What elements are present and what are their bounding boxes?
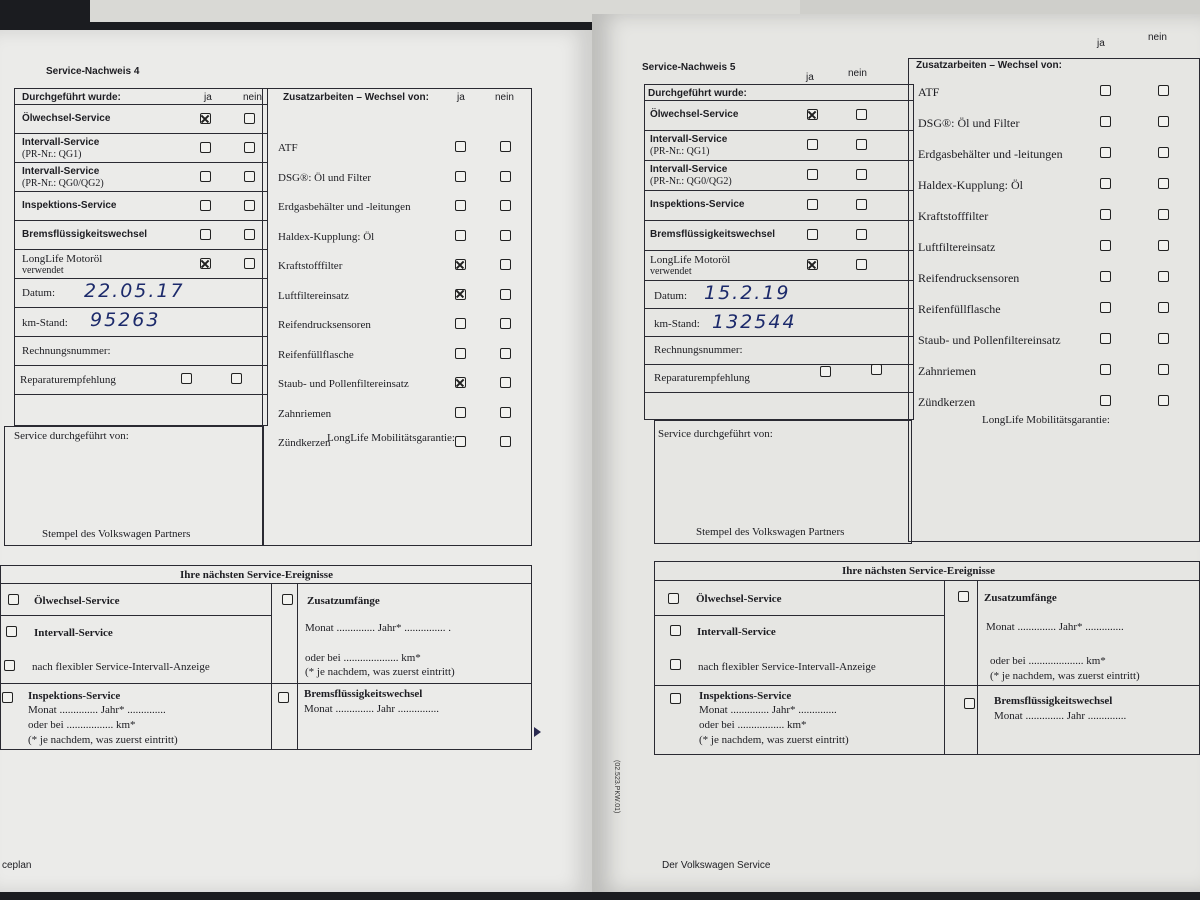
nein-checkbox[interactable] [1158, 395, 1169, 406]
nein-checkbox[interactable] [856, 199, 867, 210]
ja-checkbox[interactable] [200, 258, 211, 269]
ja-checkbox[interactable] [455, 289, 466, 300]
row-label: Bremsflüssigkeitswechsel [650, 229, 776, 240]
next-brems-month: Monat .............. Jahr .............. [994, 710, 1127, 722]
row-label: Inspektions-Service [22, 200, 117, 211]
next-flex-label: nach flexibler Service-Intervall-Anzeige [698, 661, 876, 673]
row-sublabel: (PR-Nr.: QG1) [650, 146, 710, 157]
extra-row-label-haldex-kupplung-l: Haldex-Kupplung: Öl [278, 230, 375, 243]
row-label: Ölwechsel-Service [22, 113, 111, 124]
extra-work-table [262, 88, 532, 546]
next-insp-note: (* je nachdem, was zuerst eintritt) [28, 734, 178, 746]
performed-header: Durchgeführt wurde: [648, 88, 747, 99]
nein-checkbox[interactable] [856, 139, 867, 150]
nein-checkbox[interactable] [244, 142, 255, 153]
ja-checkbox[interactable] [200, 113, 211, 124]
nein-checkbox[interactable] [500, 200, 511, 211]
nein-checkbox[interactable] [244, 229, 255, 240]
date-value: 22.05.17 [84, 280, 185, 302]
row-divider [14, 365, 268, 366]
row-sublabel: verwendet [22, 265, 64, 276]
next-brems-checkbox[interactable] [964, 698, 975, 709]
ja-checkbox[interactable] [1100, 116, 1111, 127]
stamp-label: Stempel des Volkswagen Partners [696, 526, 845, 538]
next-flex-label: nach flexibler Service-Intervall-Anzeige [32, 661, 210, 673]
ja-checkbox[interactable] [807, 199, 818, 210]
row-divider [644, 250, 914, 251]
row-divider [644, 336, 914, 337]
date-label: Datum: [22, 287, 55, 299]
row-label: Bremsflüssigkeitswechsel [22, 229, 148, 240]
invoice-label: Rechnungsnummer: [654, 344, 743, 356]
date-label: Datum: [654, 290, 687, 302]
extra-row-label-dsg-l-und-filter: DSG®: Öl und Filter [918, 116, 1020, 130]
extra-row-label-zahnriemen: Zahnriemen [918, 364, 976, 378]
nein-checkbox[interactable] [244, 258, 255, 269]
nein-checkbox[interactable] [1158, 302, 1169, 313]
ja-checkbox[interactable] [200, 142, 211, 153]
next-insp-checkbox[interactable] [2, 692, 13, 703]
nein-checkbox[interactable] [856, 259, 867, 270]
row-divider [644, 100, 914, 101]
nein-checkbox[interactable] [500, 141, 511, 152]
guarantee-label: LongLife Mobilitätsgarantie: [327, 432, 455, 444]
extra-work-header: Zusatzarbeiten – Wechsel von: [283, 92, 429, 103]
ja-checkbox[interactable] [455, 348, 466, 359]
next-brems-label: Bremsflüssigkeitswechsel [304, 688, 423, 700]
row-divider [644, 392, 914, 393]
km-label: km-Stand: [654, 318, 700, 330]
service-record-page-4 [0, 30, 592, 892]
ja-checkbox[interactable] [807, 169, 818, 180]
ja-checkbox[interactable] [455, 407, 466, 418]
nein-checkbox[interactable] [500, 289, 511, 300]
ja-checkbox[interactable] [807, 139, 818, 150]
ja-checkbox[interactable] [455, 230, 466, 241]
row-label: Intervall-Service [22, 166, 100, 177]
next-oel-label: Ölwechsel-Service [696, 593, 782, 605]
row-divider [14, 191, 268, 192]
page-footer: Der Volkswagen Service [662, 860, 771, 871]
repair-label: Reparaturempfehlung [654, 372, 750, 384]
row-divider [14, 249, 268, 250]
page-title: Service-Nachweis 5 [642, 62, 736, 73]
nein-checkbox[interactable] [500, 436, 511, 447]
extra-row-label-haldex-kupplung-l: Haldex-Kupplung: Öl [918, 178, 1023, 192]
extra-row-label-erdgasbeh-lter-und-leitungen: Erdgasbehälter und -leitungen [278, 201, 411, 213]
extra-row-label-dsg-l-und-filter: DSG®: Öl und Filter [278, 171, 372, 184]
nein-checkbox[interactable] [244, 200, 255, 211]
extra-row-label-kraftstofffilter: Kraftstofffilter [278, 260, 343, 272]
next-oel-label: Ölwechsel-Service [34, 595, 120, 607]
performed-header: Durchgeführt wurde: [22, 92, 121, 103]
nein-checkbox[interactable] [1158, 333, 1169, 344]
next-note: (* je nachdem, was zuerst eintritt) [990, 670, 1140, 682]
next-oel-checkbox[interactable] [8, 594, 19, 605]
next-intervall-checkbox[interactable] [670, 625, 681, 636]
next-insp-km: oder bei ................. km* [699, 719, 807, 731]
nein-checkbox[interactable] [1158, 116, 1169, 127]
extra-row-label-staub-und-pollenfiltereinsatz: Staub- und Pollenfiltereinsatz [278, 378, 409, 390]
row-divider [14, 336, 268, 337]
ja-checkbox[interactable] [1100, 178, 1111, 189]
ja-checkbox[interactable] [455, 377, 466, 388]
ja-checkbox[interactable] [807, 259, 818, 270]
form-code: (02.523.PKW.01) [613, 760, 620, 814]
ja-checkbox[interactable] [455, 436, 466, 447]
next-events-title: Ihre nächsten Service-Ereignisse [180, 569, 333, 581]
row-sublabel: (PR-Nr.: QG0/QG2) [650, 176, 732, 187]
extra-row-label-z-ndkerzen: Zündkerzen [278, 437, 331, 449]
ja-checkbox[interactable] [1100, 364, 1111, 375]
row-sublabel: (PR-Nr.: QG1) [22, 149, 82, 160]
extra-row-label-z-ndkerzen: Zündkerzen [918, 395, 976, 409]
col-nein: nein [848, 68, 867, 79]
nein-checkbox[interactable] [856, 109, 867, 120]
extra-row-label-reifenf-llflasche: Reifenfüllflasche [918, 302, 1001, 316]
next-insp-note: (* je nachdem, was zuerst eintritt) [699, 734, 849, 746]
nein-checkbox[interactable] [500, 318, 511, 329]
next-brems-label: Bremsflüssigkeitswechsel [994, 695, 1113, 707]
row-sublabel: verwendet [650, 266, 692, 277]
col-nein: nein [243, 92, 262, 103]
ja-checkbox[interactable] [1100, 271, 1111, 282]
col-nein: nein [495, 92, 514, 103]
row-divider [14, 220, 268, 221]
ja-checkbox[interactable] [455, 200, 466, 211]
next-intervall-label: Intervall-Service [34, 627, 113, 639]
page-title: Service-Nachweis 4 [46, 66, 140, 77]
nein-checkbox[interactable] [856, 169, 867, 180]
row-divider [644, 308, 914, 309]
ja-checkbox[interactable] [807, 229, 818, 240]
row-label: Intervall-Service [650, 164, 728, 175]
extra-row-label-reifendrucksensoren: Reifendrucksensoren [278, 319, 371, 331]
ja-checkbox[interactable] [200, 229, 211, 240]
extra-row-label-zahnriemen: Zahnriemen [278, 407, 332, 420]
ja-checkbox[interactable] [1100, 85, 1111, 96]
row-divider [644, 130, 914, 131]
nein-checkbox[interactable] [244, 171, 255, 182]
stamp-label: Stempel des Volkswagen Partners [42, 528, 191, 540]
next-flex-checkbox[interactable] [4, 660, 15, 671]
next-brems-month: Monat .............. Jahr ............... [304, 703, 440, 715]
next-insp-km: oder bei ................. km* [28, 719, 136, 731]
next-month-year: Monat .............. Jahr* .............. [986, 621, 1124, 633]
row-divider [14, 133, 268, 134]
repair-nein-checkbox[interactable] [231, 373, 242, 384]
next-insp-month: Monat .............. Jahr* .............. [28, 704, 166, 716]
ja-checkbox[interactable] [200, 171, 211, 182]
ja-checkbox[interactable] [1100, 240, 1111, 251]
extra-row-label-atf: ATF [278, 142, 298, 154]
nein-checkbox[interactable] [500, 377, 511, 388]
nein-checkbox[interactable] [500, 259, 511, 270]
extra-work-header: Zusatzarbeiten – Wechsel von: [916, 60, 1062, 71]
next-note: (* je nachdem, was zuerst eintritt) [305, 666, 455, 678]
repair-nein-checkbox[interactable] [871, 364, 882, 375]
nein-checkbox[interactable] [1158, 85, 1169, 96]
row-divider [14, 394, 268, 395]
col-nein: nein [1148, 32, 1167, 43]
nein-checkbox[interactable] [500, 171, 511, 182]
ja-checkbox[interactable] [1100, 395, 1111, 406]
ja-checkbox[interactable] [200, 200, 211, 211]
row-label: LongLife Motoröl [22, 253, 103, 265]
ja-checkbox[interactable] [1100, 333, 1111, 344]
next-events-title: Ihre nächsten Service-Ereignisse [842, 565, 995, 577]
row-sublabel: (PR-Nr.: QG0/QG2) [22, 178, 104, 189]
page-footer: ceplan [2, 860, 32, 871]
nein-checkbox[interactable] [500, 348, 511, 359]
ja-checkbox[interactable] [455, 171, 466, 182]
ja-checkbox[interactable] [455, 318, 466, 329]
next-zusatz-checkbox[interactable] [958, 591, 969, 602]
extra-row-label-staub-und-pollenfiltereinsatz: Staub- und Pollenfiltereinsatz [918, 333, 1061, 347]
underlying-page-edge-right [800, 0, 1200, 14]
date-value: 15.2.19 [704, 282, 791, 304]
next-brems-checkbox[interactable] [278, 692, 289, 703]
next-month-year: Monat .............. Jahr* ............... . [305, 622, 452, 634]
nein-checkbox[interactable] [1158, 271, 1169, 282]
nein-checkbox[interactable] [1158, 178, 1169, 189]
row-label: Inspektions-Service [650, 199, 745, 210]
extra-row-label-luftfiltereinsatz: Luftfiltereinsatz [918, 240, 996, 254]
nein-checkbox[interactable] [500, 407, 511, 418]
col-ja: ja [1097, 38, 1105, 49]
row-divider [644, 160, 914, 161]
nein-checkbox[interactable] [1158, 147, 1169, 158]
nein-checkbox[interactable] [856, 229, 867, 240]
extra-row-label-reifenf-llflasche: Reifenfüllflasche [278, 348, 354, 361]
next-zusatz-label: Zusatzumfänge [307, 595, 380, 607]
extra-row-label-erdgasbeh-lter-und-leitungen: Erdgasbehälter und -leitungen [918, 147, 1063, 161]
ja-checkbox[interactable] [1100, 302, 1111, 313]
next-zusatz-checkbox[interactable] [282, 594, 293, 605]
row-divider [644, 190, 914, 191]
next-oel-checkbox[interactable] [668, 593, 679, 604]
ja-checkbox[interactable] [1100, 209, 1111, 220]
extra-row-label-kraftstofffilter: Kraftstofffilter [918, 209, 989, 223]
nein-checkbox[interactable] [1158, 364, 1169, 375]
row-label: Intervall-Service [22, 137, 100, 148]
row-divider [14, 162, 268, 163]
row-divider [644, 220, 914, 221]
col-ja: ja [806, 72, 814, 83]
km-value: 132544 [712, 311, 797, 333]
row-divider [14, 104, 268, 105]
next-insp-checkbox[interactable] [670, 693, 681, 704]
ja-checkbox[interactable] [1100, 147, 1111, 158]
next-or-km: oder bei .................... km* [990, 655, 1106, 667]
service-by-label: Service durchgeführt von: [14, 430, 129, 442]
nein-checkbox[interactable] [1158, 240, 1169, 251]
col-ja: ja [457, 92, 465, 103]
nein-checkbox[interactable] [244, 113, 255, 124]
invoice-label: Rechnungsnummer: [22, 345, 111, 357]
row-label: Intervall-Service [650, 134, 728, 145]
repair-ja-checkbox[interactable] [181, 373, 192, 384]
next-insp-label: Inspektions-Service [699, 690, 792, 702]
km-value: 95263 [90, 309, 161, 331]
next-or-km: oder bei .................... km* [305, 652, 421, 664]
row-label: LongLife Motoröl [650, 254, 731, 266]
nein-checkbox[interactable] [500, 230, 511, 241]
ja-checkbox[interactable] [455, 259, 466, 270]
service-by-label: Service durchgeführt von: [658, 428, 773, 440]
extra-row-label-atf: ATF [918, 85, 940, 99]
extra-row-label-reifendrucksensoren: Reifendrucksensoren [918, 271, 1020, 285]
repair-label: Reparaturempfehlung [20, 374, 116, 386]
row-label: Ölwechsel-Service [650, 109, 739, 120]
extra-work-table [908, 58, 1200, 542]
col-ja: ja [204, 92, 212, 103]
km-label: km-Stand: [22, 317, 68, 329]
next-flex-checkbox[interactable] [670, 659, 681, 670]
guarantee-label: LongLife Mobilitätsgarantie: [982, 414, 1110, 426]
next-zusatz-label: Zusatzumfänge [984, 592, 1057, 604]
next-intervall-checkbox[interactable] [6, 626, 17, 637]
repair-ja-checkbox[interactable] [820, 366, 831, 377]
next-insp-month: Monat .............. Jahr* .............. [699, 704, 837, 716]
ja-checkbox[interactable] [455, 141, 466, 152]
service-record-page-5 [592, 14, 1200, 892]
next-insp-label: Inspektions-Service [28, 690, 121, 702]
extra-row-label-luftfiltereinsatz: Luftfiltereinsatz [278, 289, 349, 302]
arrow-right-icon [534, 727, 541, 737]
ja-checkbox[interactable] [807, 109, 818, 120]
nein-checkbox[interactable] [1158, 209, 1169, 220]
next-intervall-label: Intervall-Service [697, 626, 776, 638]
